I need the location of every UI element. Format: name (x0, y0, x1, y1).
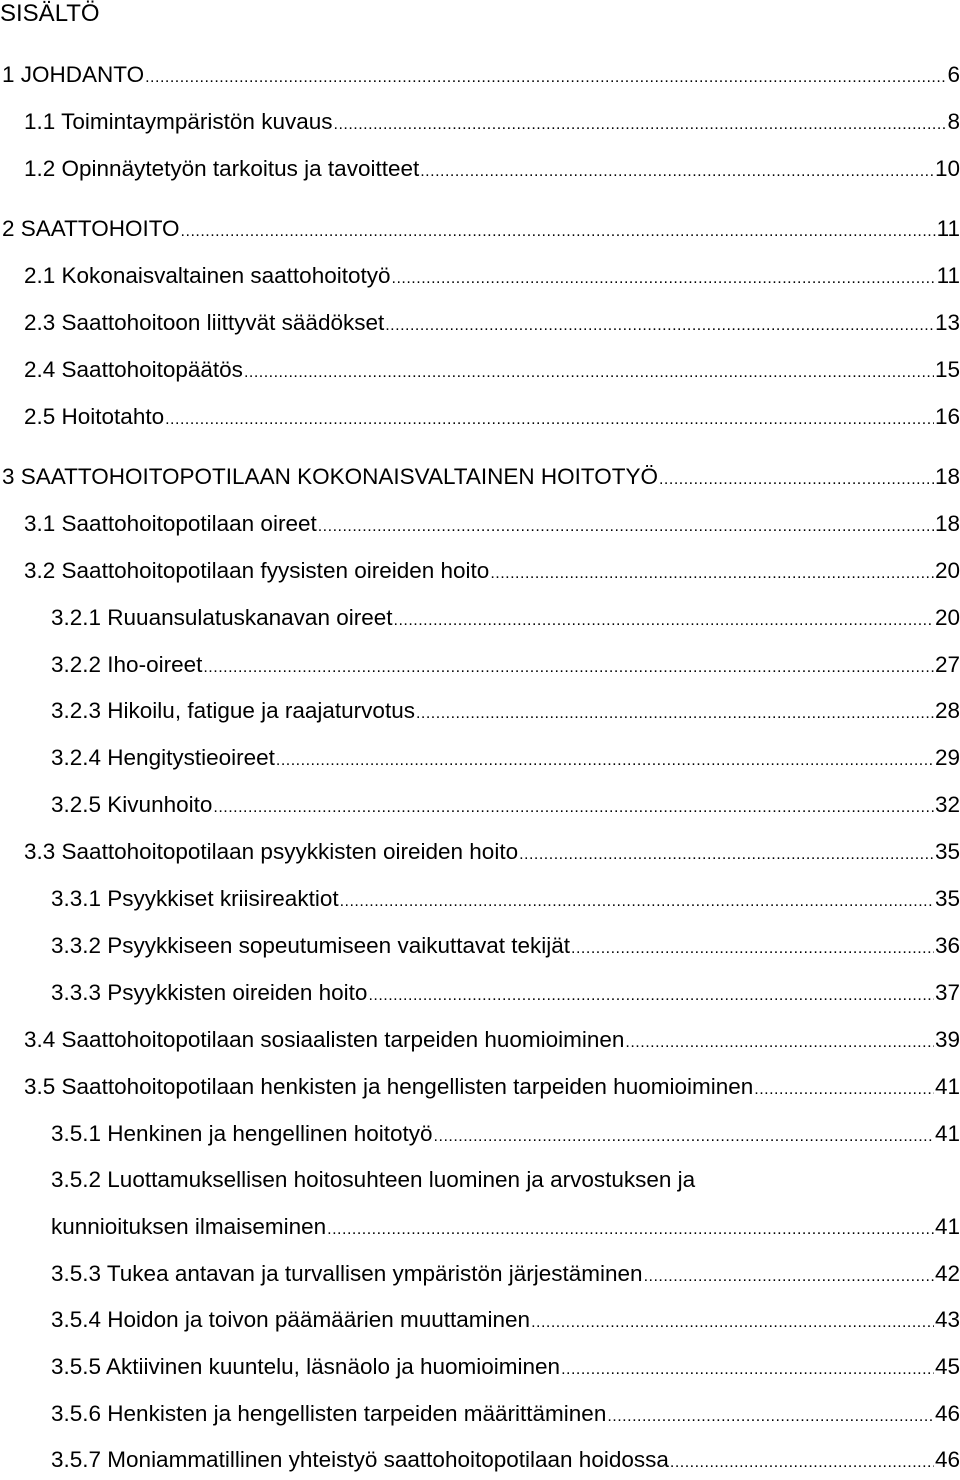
toc-entry[interactable] (0, 554, 960, 588)
toc-entry-text: 3.5.2 Luottamuksellisen hoitosuhteen luominen ja arvostuksen ja (51, 1167, 696, 1192)
toc-entry-text: 3.5.4 Hoidon ja toivon päämäärien muuttaminen (51, 1307, 531, 1332)
toc-entry-text: 1.1 Toimintaympäristön kuvaus (24, 109, 333, 134)
toc-entry[interactable] (0, 929, 960, 963)
toc-entry-text: 3.3.2 Psyykkiseen sopeutumiseen vaikuttavat tekijät (51, 933, 571, 958)
toc-entry[interactable] (0, 1350, 960, 1384)
toc-page-number: 41 (934, 1214, 960, 1239)
toc-entry-text: 3.5 Saattohoitopotilaan henkisten ja hengellisten tarpeiden huomioiminen (24, 1074, 754, 1099)
toc-leader-dots (659, 463, 934, 497)
toc-entry-text: 3.5.6 Henkisten ja hengellisten tarpeiden määrittäminen (51, 1401, 607, 1426)
toc-page-number: 35 (934, 886, 960, 911)
toc-entry-text: 3.2.1 Ruuansulatuskanavan oireet (51, 605, 393, 630)
toc-entry-text: 3.5.3 Tukea antavan ja turvallisen ympäristön järjestäminen (51, 1261, 643, 1286)
toc-entry[interactable] (0, 1023, 960, 1057)
toc-entry-text: 3.1 Saattohoitopotilaan oireet (24, 511, 317, 536)
toc-entry-text: 3.5.5 Aktiivinen kuuntelu, läsnäolo ja huomioiminen (51, 1354, 561, 1379)
toc-entry-text: 3.5.1 Henkinen ja hengellinen hoitotyö (51, 1121, 433, 1146)
toc-entry-text: 3.2.3 Hikoilu, fatigue ja raajaturvotus (51, 698, 415, 723)
toc-entry-text: 1.2 Opinnäytetyön tarkoitus ja tavoitteet (24, 156, 420, 181)
toc-entry-text: 2.4 Saattohoitopäätös (24, 357, 243, 382)
toc-leader-dots (145, 61, 946, 95)
toc-leader-dots (434, 1120, 934, 1154)
toc-entry[interactable] (0, 1303, 960, 1337)
toc-entry[interactable] (0, 1257, 960, 1291)
toc-page-number: 41 (934, 1074, 960, 1099)
toc-page-number: 15 (934, 357, 960, 382)
toc-page-number: 46 (934, 1447, 960, 1472)
toc-entry-text: 3.2.4 Hengitystieoireet (51, 745, 275, 770)
toc-entry[interactable] (0, 1070, 960, 1104)
toc-page-number: 37 (934, 980, 960, 1005)
toc-page-number: 11 (936, 263, 960, 288)
toc-entry[interactable] (0, 212, 960, 246)
toc-leader-dots (165, 403, 934, 437)
toc-entry[interactable] (0, 882, 960, 916)
toc-entry[interactable] (0, 1397, 960, 1431)
toc-entry[interactable] (0, 976, 960, 1010)
toc-entry-text: 3.3.1 Psyykkiset kriisireaktiot (51, 886, 339, 911)
toc-entry-text: 2.1 Kokonaisvaltainen saattohoitotyö (24, 263, 391, 288)
toc-page-number: 32 (934, 792, 960, 817)
toc-page-number: 11 (936, 216, 960, 241)
toc-leader-dots (644, 1260, 934, 1294)
toc-page-number: 6 (947, 62, 960, 87)
toc-leader-dots (392, 262, 936, 296)
toc-entry[interactable] (0, 694, 960, 728)
toc-leader-dots (318, 510, 934, 544)
toc-entry[interactable] (0, 601, 960, 635)
toc-entry-text: 3.3.3 Psyykkisten oireiden hoito (51, 980, 368, 1005)
toc-page-number: 45 (934, 1354, 960, 1379)
toc-page-number: 35 (934, 839, 960, 864)
toc-entry-text: 3.3 Saattohoitopotilaan psyykkisten oireiden hoito (24, 839, 519, 864)
toc-page-number: 28 (934, 698, 960, 723)
toc-page-number: 29 (934, 745, 960, 770)
toc-leader-dots (276, 744, 934, 778)
toc-entry[interactable] (0, 259, 960, 293)
toc-page-number: 18 (934, 511, 960, 536)
toc-page-number: 39 (934, 1027, 960, 1052)
toc-leader-dots (340, 885, 934, 919)
toc-page-number: 8 (947, 109, 960, 134)
toc-leader-dots (394, 604, 934, 638)
toc-entry[interactable] (0, 58, 960, 92)
toc-entry-text: kunnioituksen ilmaiseminen (51, 1214, 327, 1239)
toc-leader-dots (561, 1353, 934, 1387)
toc-page-number: 36 (934, 933, 960, 958)
toc-entry-text: 3.2.5 Kivunhoito (51, 792, 213, 817)
toc-entry-text: 2.3 Saattohoitoon liittyvät säädökset (24, 310, 385, 335)
toc-entry-text: 3.2 Saattohoitopotilaan fyysisten oireiden hoito (24, 558, 490, 583)
toc-page-number: 10 (934, 156, 960, 181)
toc-leader-dots (420, 155, 934, 189)
toc-leader-dots (490, 557, 934, 591)
toc-entry-text: 3 SAATTOHOITOPOTILAAN KOKONAISVALTAINEN HOITOTYÖ (2, 464, 658, 489)
toc-leader-dots (754, 1073, 934, 1107)
toc-title: SISÄLTÖ (0, 0, 100, 27)
toc-leader-dots (625, 1026, 934, 1060)
toc-leader-dots (213, 791, 934, 825)
toc-entry[interactable] (0, 105, 960, 139)
toc-entry[interactable] (0, 353, 960, 387)
toc-page-number: 18 (934, 464, 960, 489)
toc-page-number: 13 (934, 310, 960, 335)
toc-entry[interactable] (0, 788, 960, 822)
toc-entry[interactable] (0, 152, 960, 186)
toc-entry[interactable] (0, 1117, 960, 1151)
toc-entry[interactable] (0, 306, 960, 340)
toc-leader-dots (385, 309, 934, 343)
toc-entry[interactable] (0, 835, 960, 869)
toc-leader-dots (327, 1213, 934, 1247)
toc-leader-dots (670, 1446, 934, 1480)
toc-entry-text: 3.2.2 Iho-oireet (51, 652, 203, 677)
toc-entry-text: 3.4 Saattohoitopotilaan sosiaalisten tarpeiden huomioiminen (24, 1027, 625, 1052)
toc-leader-dots (519, 838, 934, 872)
toc-page-number: 20 (934, 605, 960, 630)
toc-page-number: 42 (934, 1261, 960, 1286)
toc-page-number: 16 (934, 404, 960, 429)
toc-leader-dots (607, 1400, 934, 1434)
toc-entry-text: 1 JOHDANTO (2, 62, 145, 87)
toc-leader-dots (571, 932, 934, 966)
toc-page-number: 43 (934, 1307, 960, 1332)
toc-entry[interactable] (0, 1210, 960, 1244)
toc-leader-dots (416, 697, 934, 731)
toc-entry-text: 2.5 Hoitotahto (24, 404, 165, 429)
toc-entry-text: 3.5.7 Moniammatillinen yhteistyö saattohoitopotilaan hoidossa (51, 1447, 669, 1472)
toc-entry[interactable] (0, 460, 960, 494)
toc-page-number: 20 (934, 558, 960, 583)
toc-leader-dots (244, 356, 934, 390)
toc-leader-dots (531, 1306, 934, 1340)
toc-leader-dots (334, 108, 947, 142)
toc-entry-line[interactable] (0, 1163, 960, 1197)
toc-page-number: 41 (934, 1121, 960, 1146)
toc-page-number: 46 (934, 1401, 960, 1426)
toc-entry[interactable] (0, 400, 960, 434)
toc-page-number: 27 (934, 652, 960, 677)
toc-entry[interactable] (0, 741, 960, 775)
toc-entry-text: 2 SAATTOHOITO (2, 216, 180, 241)
toc-leader-dots (203, 651, 934, 685)
toc-leader-dots (368, 979, 934, 1013)
toc-entry[interactable] (0, 507, 960, 541)
toc-leader-dots (181, 215, 936, 249)
toc-entry[interactable] (0, 1443, 960, 1477)
toc-entry[interactable] (0, 648, 960, 682)
